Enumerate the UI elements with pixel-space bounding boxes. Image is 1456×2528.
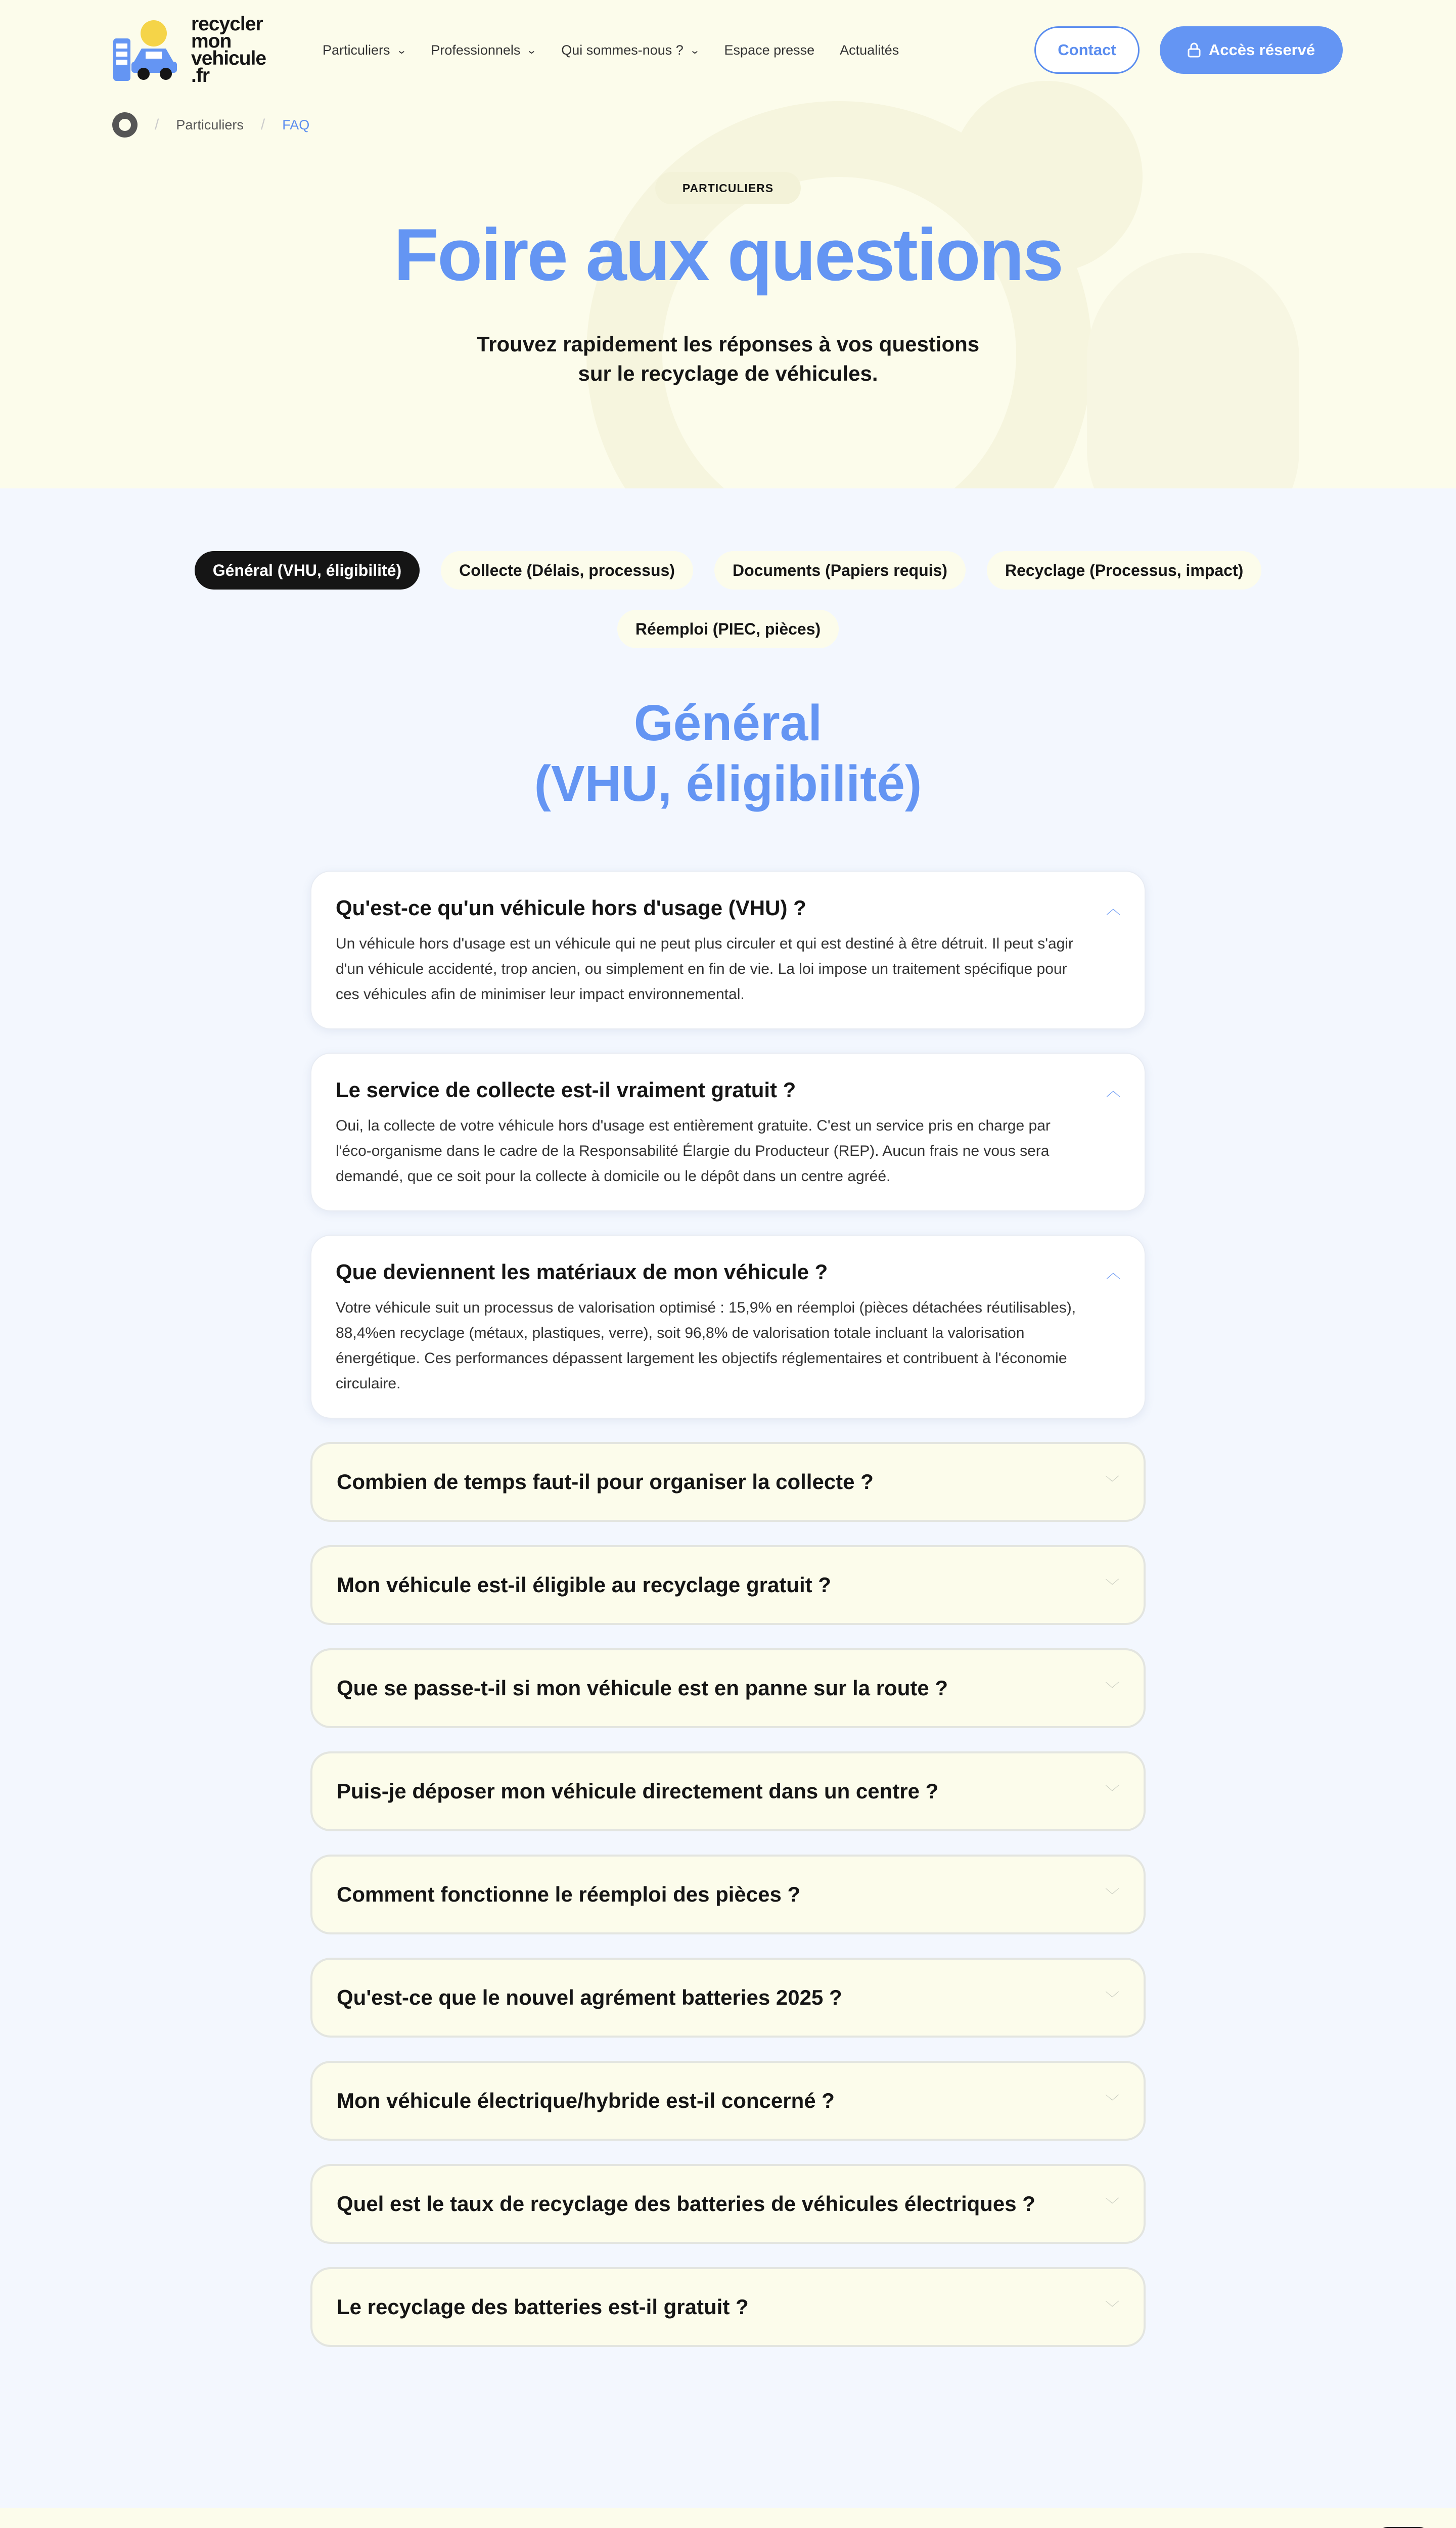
- section-title-line-2: (VHU, éligibilité): [534, 755, 922, 812]
- breadcrumb: [112, 112, 309, 138]
- faq-question: Que se passe-t-il si mon véhicule est en panne sur la route ?: [337, 1676, 948, 1700]
- faq-item: [310, 1235, 1146, 1419]
- faq-question: Le service de collecte est-il vraiment gratuit ?: [336, 1078, 796, 1102]
- faq-question: Que deviennent les matériaux de mon véhicule ?: [336, 1260, 828, 1284]
- hero-section: [0, 0, 1456, 488]
- faq-question-toggle[interactable]: [312, 1444, 1144, 1520]
- tab-reemploi[interactable]: Réemploi (PIEC, pièces): [617, 610, 839, 648]
- faq-question-toggle[interactable]: [312, 2269, 1144, 2345]
- hero-tag: PARTICULIERS: [655, 172, 801, 204]
- main-nav: [323, 42, 924, 58]
- chevron-down-icon: ﹀: [1105, 1991, 1119, 2006]
- nav-label: Professionnels: [431, 42, 521, 58]
- section-title-line-1: Général: [633, 695, 823, 751]
- chevron-down-icon: ﹀: [1105, 1681, 1119, 1697]
- faq-answer: Votre véhicule suit un processus de valorisation optimisé : 15,9% en réemploi (pièces détachées réutilisables), 88,4%en recyclage (métaux, plastiques, verre), soit 96,8% de valorisation totale incluant la valorisation énergétique. Ces performances dépassent largement les objectifs réglementaires et contribuent à l'économie circulaire.: [336, 1299, 1076, 1392]
- faq-question: Qu'est-ce que le nouvel agrément batteries 2025 ?: [337, 1985, 842, 2009]
- faq-question-toggle[interactable]: [312, 2063, 1144, 2139]
- faq-question: Comment fonctionne le réemploi des pièces ?: [337, 1882, 801, 1906]
- logo-line-2: mon: [191, 30, 232, 52]
- chevron-down-icon: ﹀: [1105, 1784, 1119, 1800]
- faq-question: Le recyclage des batteries est-il gratuit ?: [337, 2295, 749, 2319]
- faq-question-toggle[interactable]: [312, 2166, 1144, 2242]
- chevron-down-icon: ⌄: [526, 44, 537, 56]
- navbar: [113, 13, 1343, 86]
- chevron-down-icon: ﹀: [1105, 1887, 1119, 1903]
- nav-label: Qui sommes-nous ?: [561, 42, 684, 58]
- faq-item[interactable]: [310, 1855, 1146, 1934]
- access-reserved-label: Accès réservé: [1208, 41, 1315, 59]
- faq-question: Quel est le taux de recyclage des batteries de véhicules électriques ?: [337, 2192, 1035, 2216]
- faq-item[interactable]: [310, 1751, 1146, 1831]
- nav-item-qui-sommes-nous[interactable]: [561, 42, 699, 58]
- faq-item[interactable]: [310, 2061, 1146, 2141]
- logo-wordmark: [191, 13, 266, 86]
- chevron-down-icon: ﹀: [1105, 1578, 1119, 1594]
- tab-recyclage[interactable]: Recyclage (Processus, impact): [987, 551, 1261, 590]
- site-logo[interactable]: [113, 13, 315, 86]
- faq-question: Combien de temps faut-il pour organiser la collecte ?: [337, 1470, 874, 1494]
- faq-question-toggle[interactable]: [312, 1857, 1144, 1932]
- breadcrumb-item-particuliers[interactable]: Particuliers: [176, 117, 244, 132]
- faq-question-toggle[interactable]: [312, 1960, 1144, 2036]
- lock-icon: [1188, 42, 1201, 58]
- faq-item[interactable]: [310, 1545, 1146, 1625]
- faq-item[interactable]: [310, 1958, 1146, 2038]
- access-reserved-button[interactable]: [1160, 26, 1343, 74]
- cta-top-band: [0, 2508, 1456, 2528]
- chevron-down-icon: ﹀: [1105, 1475, 1119, 1491]
- faq-question-toggle[interactable]: [311, 1054, 1145, 1113]
- faq-question-toggle[interactable]: [311, 1236, 1145, 1295]
- nav-item-espace-presse[interactable]: [724, 42, 815, 58]
- nav-label: Particuliers: [323, 42, 390, 58]
- breadcrumb-item-faq: FAQ: [282, 117, 310, 132]
- faq-category-tabs: [121, 551, 1335, 648]
- chevron-down-icon: ﹀: [1105, 2197, 1119, 2213]
- nav-label: Actualités: [840, 42, 899, 58]
- faq-item[interactable]: [310, 2267, 1146, 2347]
- faq-item: [310, 1053, 1146, 1211]
- faq-item[interactable]: [310, 2164, 1146, 2244]
- faq-list: [310, 871, 1146, 2370]
- hero-subtitle-line-1: Trouvez rapidement les réponses à vos questions: [476, 332, 980, 356]
- logo-line-1: recycler: [191, 13, 263, 35]
- logo-line-3: vehicule: [191, 48, 266, 69]
- chevron-up-icon: ︿: [1106, 901, 1120, 917]
- nav-label: Espace presse: [724, 42, 815, 58]
- chevron-down-icon: ﹀: [1105, 2300, 1119, 2316]
- tab-general[interactable]: Général (VHU, éligibilité): [195, 551, 420, 590]
- chevron-down-icon: ⌄: [396, 44, 407, 56]
- faq-question: Qu'est-ce qu'un véhicule hors d'usage (VHU) ?: [336, 896, 806, 920]
- faq-question-toggle[interactable]: [312, 1547, 1144, 1623]
- logo-line-4: .fr: [191, 65, 209, 86]
- hero-subtitle: [374, 330, 1082, 388]
- page-title: Foire aux questions: [393, 213, 1063, 296]
- faq-question: Mon véhicule est-il éligible au recyclage gratuit ?: [337, 1573, 831, 1597]
- section-title: [0, 693, 1456, 814]
- faq-item[interactable]: [310, 1442, 1146, 1522]
- nav-actions: [1034, 26, 1343, 74]
- home-icon[interactable]: [112, 112, 138, 138]
- faq-item: [310, 871, 1146, 1029]
- breadcrumb-separator: /: [155, 116, 159, 133]
- nav-item-particuliers[interactable]: [323, 42, 405, 58]
- faq-question-toggle[interactable]: [312, 1650, 1144, 1726]
- breadcrumb-separator: /: [260, 116, 265, 133]
- faq-answer: Un véhicule hors d'usage est un véhicule qui ne peut plus circuler et qui est destiné à être détruit. Il peut s'agir d'un véhicule accidenté, trop ancien, ou simplement en fin de vie. La loi impose un traitement spécifique pour ces véhicules afin de minimiser leur impact environnemental.: [336, 935, 1073, 1003]
- tab-collecte[interactable]: Collecte (Délais, processus): [441, 551, 693, 590]
- chevron-up-icon: ︿: [1106, 1083, 1120, 1099]
- faq-question: Mon véhicule électrique/hybride est-il concerné ?: [337, 2089, 835, 2112]
- contact-button[interactable]: Contact: [1034, 26, 1140, 74]
- tab-documents[interactable]: Documents (Papiers requis): [714, 551, 966, 590]
- nav-item-professionnels[interactable]: [431, 42, 536, 58]
- logo-vehicles-icon: [113, 18, 180, 82]
- nav-item-actualites[interactable]: [840, 42, 899, 58]
- faq-question-toggle[interactable]: [311, 872, 1145, 931]
- faq-item[interactable]: [310, 1648, 1146, 1728]
- chevron-up-icon: ︿: [1106, 1265, 1120, 1281]
- chevron-down-icon: ⌄: [689, 44, 701, 56]
- faq-answer: Oui, la collecte de votre véhicule hors d'usage est entièrement gratuite. C'est un service pris en charge par l'éco-organisme dans le cadre de la Responsabilité Élargie du Producteur (REP). Aucun frais ne vous sera demandé, que ce soit pour la collecte à domicile ou le dépôt dans un centre agréé.: [336, 1117, 1051, 1185]
- hero-subtitle-line-2: sur le recyclage de véhicules.: [578, 362, 878, 385]
- faq-question: Puis-je déposer mon véhicule directement dans un centre ?: [337, 1779, 939, 1803]
- chevron-down-icon: ﹀: [1105, 2094, 1119, 2109]
- faq-question-toggle[interactable]: [312, 1753, 1144, 1829]
